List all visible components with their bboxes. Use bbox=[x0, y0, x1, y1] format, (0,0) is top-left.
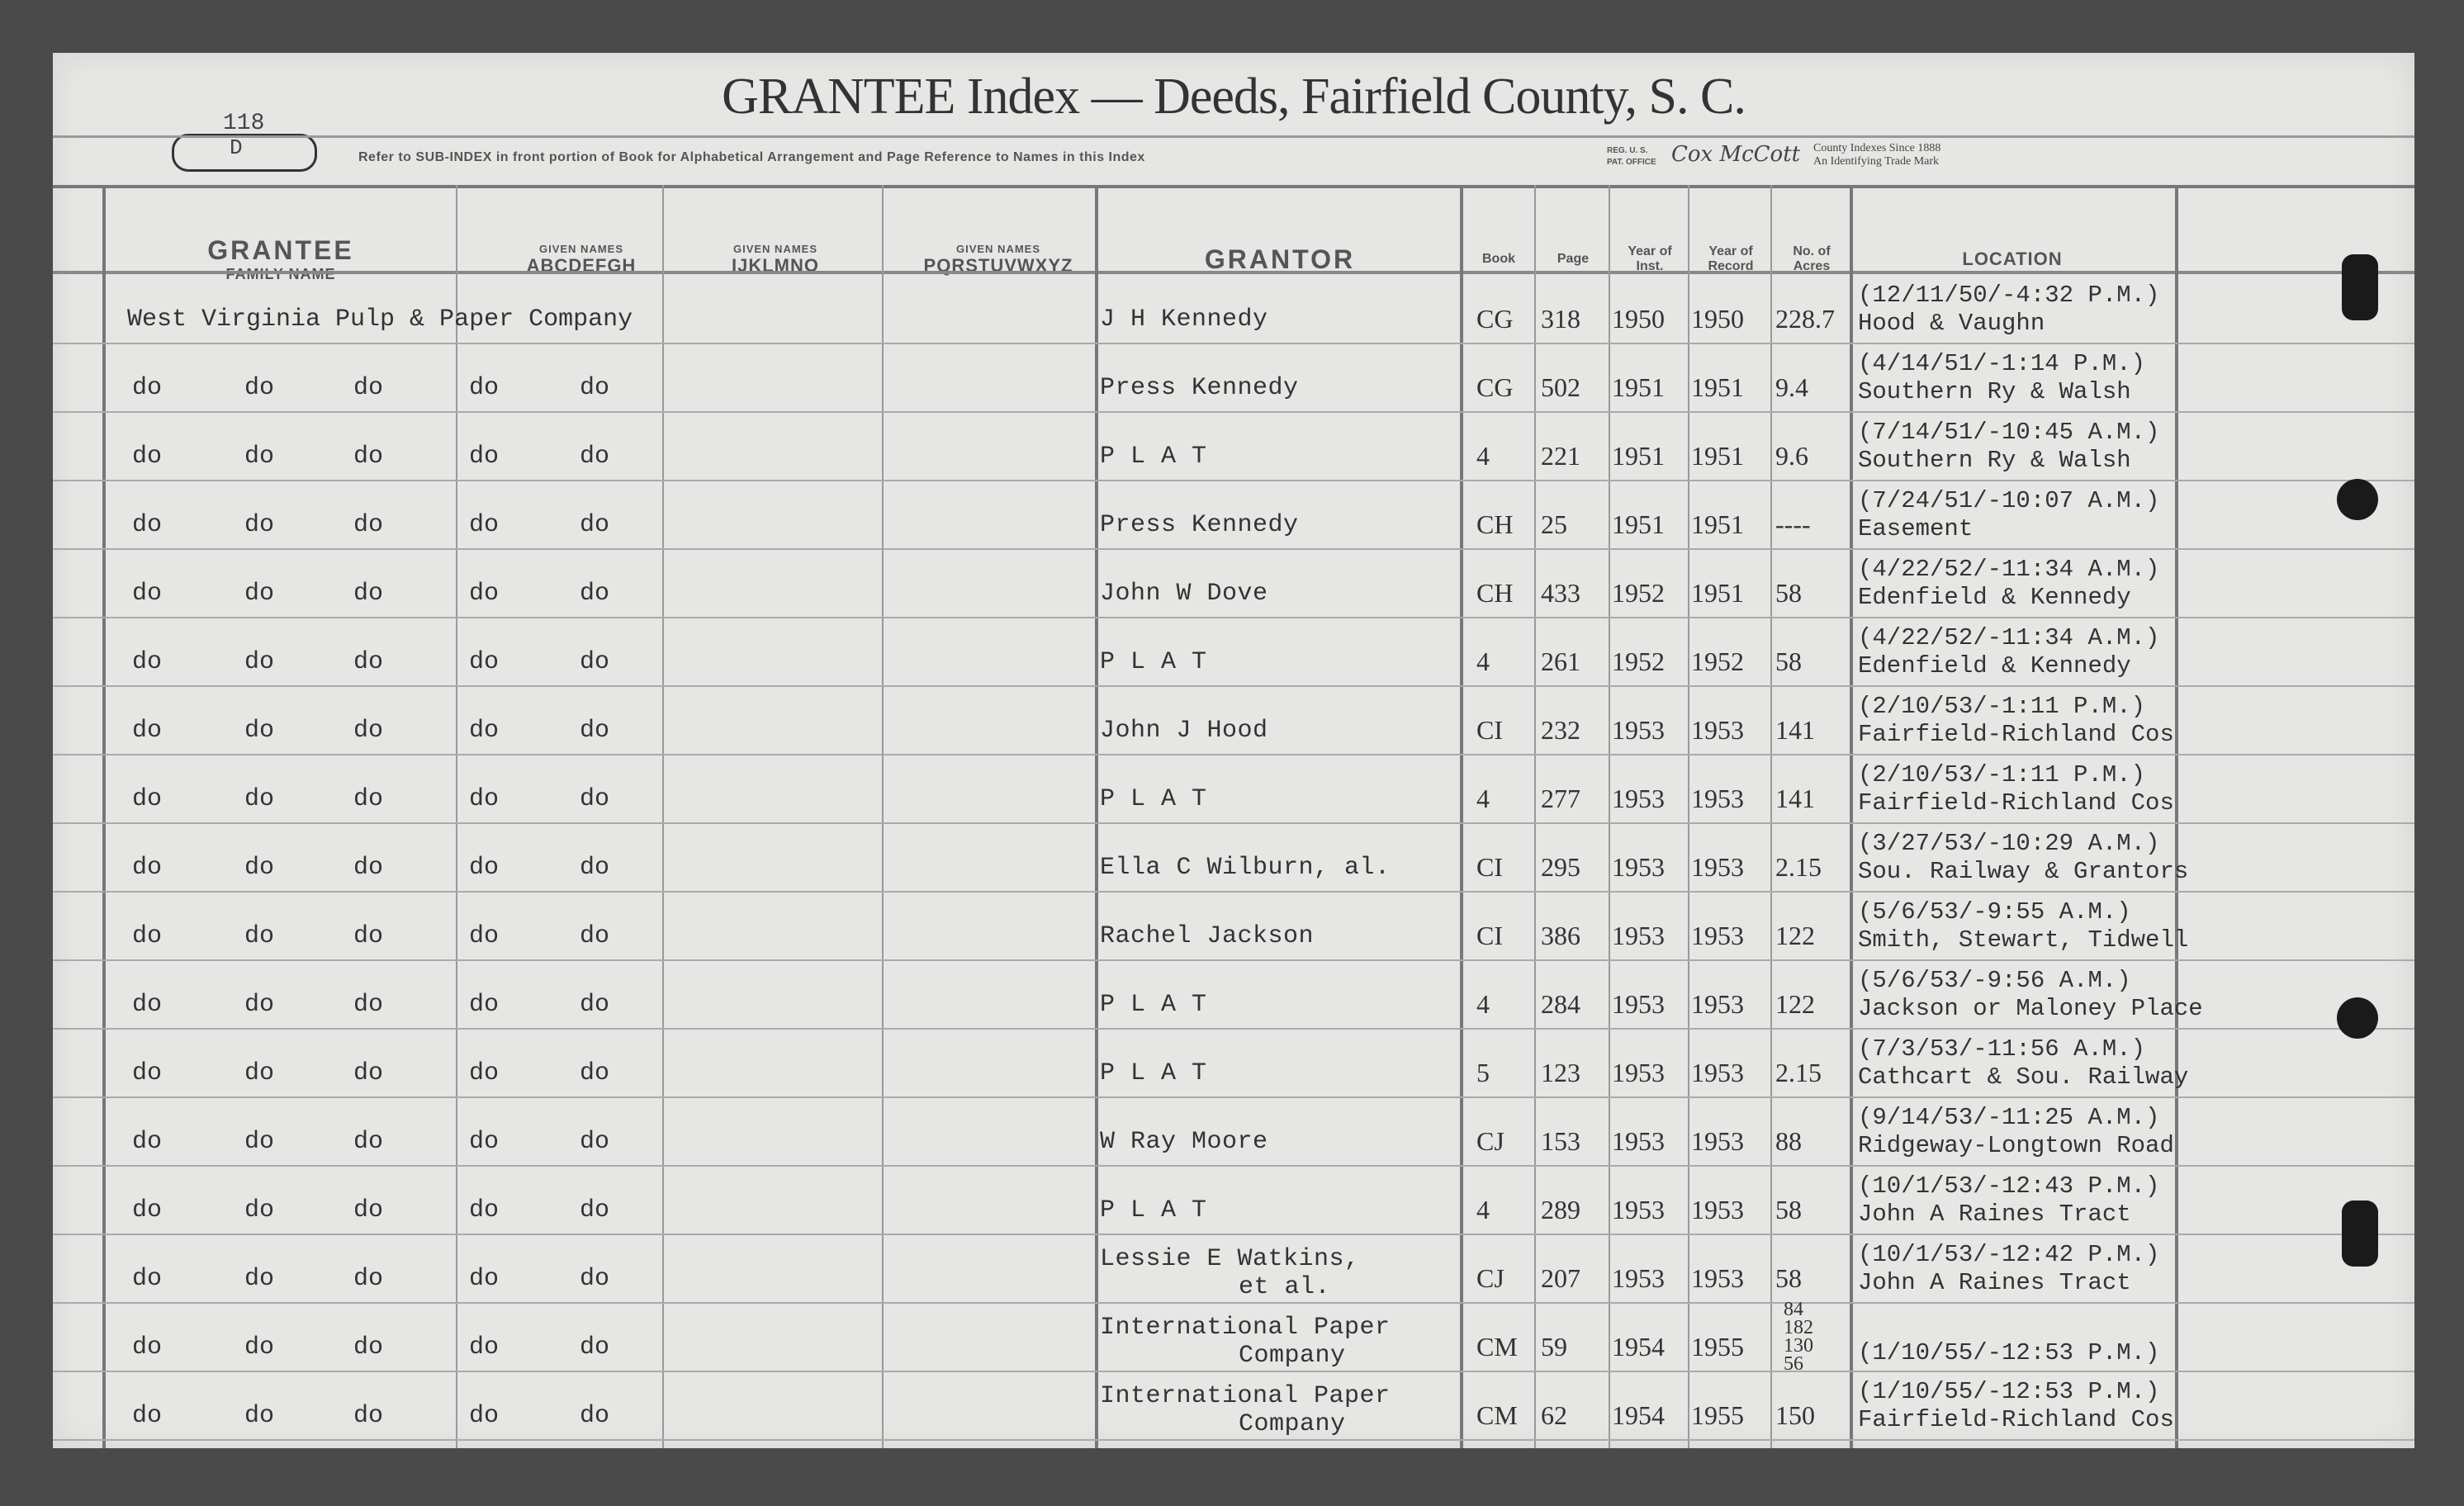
acres-cell: 58 bbox=[1775, 1263, 1802, 1293]
ditto-mark: do bbox=[353, 785, 384, 813]
year-rec-cell: 1953 bbox=[1691, 784, 1744, 813]
ditto-mark: do bbox=[469, 785, 500, 813]
ditto-mark: do bbox=[580, 1402, 610, 1430]
location-time: (2/10/53/-1:11 P.M.) bbox=[1858, 761, 2146, 789]
trademark-block bbox=[1607, 142, 2036, 175]
page-cell: 502 bbox=[1541, 372, 1580, 402]
grantor-name: P L A T bbox=[1100, 991, 1207, 1019]
year-inst-cell: 1951 bbox=[1612, 441, 1665, 471]
ditto-mark: do bbox=[353, 580, 384, 608]
ditto-mark: do bbox=[244, 991, 275, 1019]
grantor-name: John W Dove bbox=[1100, 580, 1268, 608]
year-inst-label-2: Inst. bbox=[1636, 259, 1664, 273]
ditto-mark: do bbox=[580, 511, 610, 539]
given-i-label: IJKLMNO bbox=[732, 254, 819, 276]
ditto-mark: do bbox=[132, 1128, 163, 1156]
acres-cell: 9.6 bbox=[1775, 441, 1808, 471]
row-rule bbox=[53, 959, 2414, 961]
sub-index-note: Refer to SUB-INDEX in front portion of Book for Alphabetical Arrangement and Page Reference to Names in this Index bbox=[358, 150, 1145, 164]
year-inst-cell: 1953 bbox=[1612, 989, 1665, 1019]
year-rec-cell: 1951 bbox=[1691, 509, 1744, 539]
ditto-mark: do bbox=[580, 785, 610, 813]
row-rule bbox=[53, 1234, 2414, 1235]
grantor-name: P L A T bbox=[1100, 1196, 1207, 1224]
book-cell: CH bbox=[1476, 578, 1514, 608]
page-cell: 232 bbox=[1541, 715, 1580, 745]
grantee-label: GRANTEE bbox=[207, 235, 354, 265]
binder-slot bbox=[2342, 254, 2378, 320]
ditto-mark: do bbox=[244, 1128, 275, 1156]
book-cell: 4 bbox=[1476, 989, 1490, 1019]
year-inst-cell: 1950 bbox=[1612, 304, 1665, 334]
year-rec-cell: 1955 bbox=[1691, 1400, 1744, 1430]
acres-label-1: No. of bbox=[1793, 244, 1831, 258]
year-rec-cell: 1951 bbox=[1691, 441, 1744, 471]
location-time: (4/22/52/-11:34 A.M.) bbox=[1858, 624, 2160, 651]
grantor-name: J H Kennedy bbox=[1100, 305, 1268, 334]
year-inst-cell: 1953 bbox=[1612, 852, 1665, 882]
location-time: (12/11/50/-4:32 P.M.) bbox=[1858, 282, 2160, 309]
row-rule bbox=[53, 1439, 2414, 1441]
page-cell: 386 bbox=[1541, 921, 1580, 950]
ditto-mark: do bbox=[132, 854, 163, 882]
table-top-rule bbox=[53, 185, 2414, 188]
year-rec-cell: 1950 bbox=[1691, 304, 1744, 334]
grantor-name: John J Hood bbox=[1100, 717, 1268, 745]
ditto-mark: do bbox=[132, 374, 163, 402]
ditto-mark: do bbox=[244, 443, 275, 471]
acres-cell: 141 bbox=[1775, 715, 1815, 745]
book-oval bbox=[172, 134, 317, 172]
binder-slot bbox=[2342, 1201, 2378, 1267]
year-rec-cell: 1953 bbox=[1691, 1126, 1744, 1156]
location-time: (1/10/55/-12:53 P.M.) bbox=[1858, 1378, 2160, 1405]
location-label: LOCATION bbox=[1962, 249, 2063, 269]
family-name-label: FAMILY NAME bbox=[225, 266, 336, 282]
given-names-label: GIVEN NAMES bbox=[732, 242, 817, 255]
location-place: Smith, Stewart, Tidwell bbox=[1858, 926, 2189, 954]
ditto-mark: do bbox=[244, 1402, 275, 1430]
trademark-pat-text: PAT. OFFICE bbox=[1607, 158, 1656, 167]
acres-cell: 58 bbox=[1775, 578, 1802, 608]
ditto-mark: do bbox=[244, 1059, 275, 1087]
column-rule bbox=[1850, 185, 1853, 1448]
grantor-name: P L A T bbox=[1100, 443, 1207, 471]
ditto-mark: do bbox=[580, 1059, 610, 1087]
acres-cell: 84 bbox=[1784, 1299, 1803, 1320]
year-rec-cell: 1953 bbox=[1691, 852, 1744, 882]
header-bottom-rule bbox=[53, 271, 2414, 274]
book-letter: D bbox=[230, 135, 243, 160]
row-rule bbox=[53, 1165, 2414, 1167]
acres-cell: 58 bbox=[1775, 646, 1802, 676]
row-rule bbox=[53, 1028, 2414, 1030]
book-cell: CG bbox=[1476, 372, 1514, 402]
ditto-mark: do bbox=[132, 1196, 163, 1224]
year-inst-cell: 1953 bbox=[1612, 715, 1665, 745]
ditto-mark: do bbox=[353, 1059, 384, 1087]
book-label: Book bbox=[1482, 252, 1515, 266]
book-cell: 5 bbox=[1476, 1058, 1490, 1087]
given-p-label: PQRSTUVWXYZ bbox=[923, 254, 1073, 276]
year-rec-cell: 1955 bbox=[1691, 1332, 1744, 1362]
page-cell: 318 bbox=[1541, 304, 1580, 334]
year-rec-cell: 1953 bbox=[1691, 921, 1744, 950]
ditto-mark: do bbox=[132, 580, 163, 608]
row-rule bbox=[53, 411, 2414, 413]
page-cell: 295 bbox=[1541, 852, 1580, 882]
book-cell: 4 bbox=[1476, 646, 1490, 676]
location-place: John A Raines Tract bbox=[1858, 1269, 2131, 1296]
acres-cell: ---- bbox=[1775, 509, 1811, 539]
column-rule bbox=[1460, 185, 1463, 1448]
row-rule bbox=[53, 891, 2414, 893]
location-time: (5/6/53/-9:56 A.M.) bbox=[1858, 967, 2131, 994]
location-place: John A Raines Tract bbox=[1858, 1201, 2131, 1228]
year-inst-cell: 1953 bbox=[1612, 784, 1665, 813]
grantor-label: GRANTOR bbox=[1204, 244, 1356, 274]
year-inst-cell: 1951 bbox=[1612, 509, 1665, 539]
location-time: (3/27/53/-10:29 A.M.) bbox=[1858, 830, 2160, 857]
ditto-mark: do bbox=[244, 648, 275, 676]
location-time: (4/14/51/-1:14 P.M.) bbox=[1858, 350, 2146, 377]
location-time: (1/10/55/-12:53 P.M.) bbox=[1858, 1339, 2160, 1366]
acres-cell: 122 bbox=[1775, 989, 1815, 1019]
ditto-mark: do bbox=[353, 1265, 384, 1293]
row-rule bbox=[53, 754, 2414, 755]
column-rule bbox=[1770, 185, 1772, 1448]
ditto-mark: do bbox=[469, 1059, 500, 1087]
ditto-mark: do bbox=[580, 1265, 610, 1293]
grantor-name: P L A T bbox=[1100, 648, 1207, 676]
page-cell: 207 bbox=[1541, 1263, 1580, 1293]
column-rule bbox=[662, 185, 664, 1448]
book-cell: CJ bbox=[1476, 1126, 1504, 1156]
row-rule bbox=[53, 548, 2414, 550]
column-rule bbox=[1609, 185, 1610, 1448]
header-rule bbox=[53, 135, 2414, 138]
ditto-mark: do bbox=[469, 717, 500, 745]
ditto-mark: do bbox=[244, 580, 275, 608]
ditto-mark: do bbox=[580, 991, 610, 1019]
book-cell: CI bbox=[1476, 715, 1503, 745]
location-place: Jackson or Maloney Place bbox=[1858, 995, 2203, 1022]
book-cell: CM bbox=[1476, 1400, 1518, 1430]
ditto-mark: do bbox=[469, 991, 500, 1019]
acres-cell: 58 bbox=[1775, 1195, 1802, 1224]
ditto-mark: do bbox=[353, 374, 384, 402]
ditto-mark: do bbox=[469, 1265, 500, 1293]
location-place: Edenfield & Kennedy bbox=[1858, 584, 2131, 611]
ditto-mark: do bbox=[353, 443, 384, 471]
ditto-mark: do bbox=[469, 1196, 500, 1224]
location-place: Fairfield-Richland Cos bbox=[1858, 721, 2174, 748]
page-cell: 284 bbox=[1541, 989, 1580, 1019]
year-inst-cell: 1953 bbox=[1612, 1058, 1665, 1087]
ditto-mark: do bbox=[469, 648, 500, 676]
ditto-mark: do bbox=[132, 717, 163, 745]
ditto-mark: do bbox=[353, 854, 384, 882]
ditto-mark: do bbox=[580, 1128, 610, 1156]
book-cell: 4 bbox=[1476, 784, 1490, 813]
ditto-mark: do bbox=[353, 922, 384, 950]
given-names-label: GIVEN NAMES bbox=[955, 242, 1040, 255]
location-time: (4/22/52/-11:34 A.M.) bbox=[1858, 556, 2160, 583]
page-cell: 25 bbox=[1541, 509, 1567, 539]
year-rec-cell: 1953 bbox=[1691, 1263, 1744, 1293]
ditto-mark: do bbox=[244, 785, 275, 813]
page-cell: 289 bbox=[1541, 1195, 1580, 1224]
page-cell: 277 bbox=[1541, 784, 1580, 813]
location-place: Cathcart & Sou. Railway bbox=[1858, 1063, 2189, 1091]
row-rule bbox=[53, 1096, 2414, 1098]
ditto-mark: do bbox=[580, 1196, 610, 1224]
trademark-signature: Cox McCott bbox=[1671, 142, 1801, 167]
ditto-mark: do bbox=[353, 511, 384, 539]
ditto-mark: do bbox=[244, 717, 275, 745]
ditto-mark: do bbox=[580, 648, 610, 676]
ditto-mark: do bbox=[132, 511, 163, 539]
location-place: Easement bbox=[1858, 515, 1974, 542]
ditto-mark: do bbox=[132, 1059, 163, 1087]
acres-cell: 182 bbox=[1784, 1317, 1813, 1338]
page-label: Page bbox=[1557, 252, 1590, 266]
page-cell: 123 bbox=[1541, 1058, 1580, 1087]
binder-hole bbox=[2337, 997, 2378, 1039]
location-place: Ridgeway-Longtown Road bbox=[1858, 1132, 2174, 1159]
book-cell: CI bbox=[1476, 921, 1503, 950]
row-rule bbox=[53, 480, 2414, 481]
book-cell: 4 bbox=[1476, 1195, 1490, 1224]
year-inst-cell: 1954 bbox=[1612, 1400, 1665, 1430]
column-rule bbox=[1534, 185, 1536, 1448]
column-rule bbox=[456, 185, 457, 1448]
ditto-mark: do bbox=[132, 648, 163, 676]
year-rec-cell: 1951 bbox=[1691, 578, 1744, 608]
location-time: (10/1/53/-12:42 P.M.) bbox=[1858, 1241, 2160, 1268]
ditto-mark: do bbox=[244, 511, 275, 539]
year-rec-cell: 1953 bbox=[1691, 715, 1744, 745]
ditto-mark: do bbox=[353, 648, 384, 676]
grantor-name: Ella C Wilburn, al. bbox=[1100, 854, 1391, 882]
ditto-mark: do bbox=[353, 1402, 384, 1430]
page-cell: 221 bbox=[1541, 441, 1580, 471]
ditto-mark: do bbox=[132, 922, 163, 950]
given-a-label: ABCDEFGH bbox=[526, 254, 637, 276]
location-time: (7/3/53/-11:56 A.M.) bbox=[1858, 1035, 2146, 1063]
grantor-name-cont: Company bbox=[1239, 1410, 1346, 1438]
ditto-mark: do bbox=[132, 1333, 163, 1362]
acres-cell: 122 bbox=[1775, 921, 1815, 950]
grantor-name: P L A T bbox=[1100, 785, 1207, 813]
year-inst-cell: 1951 bbox=[1612, 372, 1665, 402]
grantor-name-cont: Company bbox=[1239, 1342, 1346, 1370]
row-rule bbox=[53, 1302, 2414, 1304]
ditto-mark: do bbox=[469, 1402, 500, 1430]
book-cell: CG bbox=[1476, 304, 1514, 334]
index-card bbox=[53, 53, 2414, 1448]
page-cell: 62 bbox=[1541, 1400, 1567, 1430]
location-place: Southern Ry & Walsh bbox=[1858, 378, 2131, 405]
trademark-reg-text: REG. U. S. bbox=[1607, 146, 1648, 155]
given-names-i-header bbox=[664, 193, 887, 325]
ditto-mark: do bbox=[580, 854, 610, 882]
ditto-mark: do bbox=[244, 1265, 275, 1293]
ditto-mark: do bbox=[469, 854, 500, 882]
year-rec-cell: 1953 bbox=[1691, 1195, 1744, 1224]
page-cell: 261 bbox=[1541, 646, 1580, 676]
given-names-p-header bbox=[887, 193, 1110, 325]
ditto-mark: do bbox=[469, 922, 500, 950]
row-rule bbox=[53, 822, 2414, 824]
ditto-mark: do bbox=[132, 785, 163, 813]
grantor-name: Lessie E Watkins, bbox=[1100, 1245, 1360, 1273]
acres-cell: 88 bbox=[1775, 1126, 1802, 1156]
book-cell: CM bbox=[1476, 1332, 1518, 1362]
book-cell: CJ bbox=[1476, 1263, 1504, 1293]
given-names-label: GIVEN NAMES bbox=[538, 242, 623, 255]
acres-cell: 141 bbox=[1775, 784, 1815, 813]
row-rule bbox=[53, 617, 2414, 618]
page-title: GRANTEE Index — Deeds, Fairfield County, S. C. bbox=[722, 69, 1746, 125]
book-reference bbox=[172, 111, 320, 175]
page-cell: 59 bbox=[1541, 1332, 1567, 1362]
ditto-mark: do bbox=[244, 1196, 275, 1224]
grantor-name: W Ray Moore bbox=[1100, 1128, 1268, 1156]
year-inst-cell: 1953 bbox=[1612, 921, 1665, 950]
ditto-mark: do bbox=[580, 1333, 610, 1362]
ditto-mark: do bbox=[580, 443, 610, 471]
ditto-mark: do bbox=[469, 580, 500, 608]
ditto-mark: do bbox=[580, 922, 610, 950]
ditto-mark: do bbox=[132, 443, 163, 471]
column-rule bbox=[2175, 185, 2178, 1448]
trademark-since-text: County Indexes Since 1888 bbox=[1813, 142, 1941, 154]
location-time: (9/14/53/-11:25 A.M.) bbox=[1858, 1104, 2160, 1131]
book-cell: 4 bbox=[1476, 441, 1490, 471]
ditto-mark: do bbox=[244, 854, 275, 882]
grantor-name: International Paper bbox=[1100, 1314, 1391, 1342]
column-rule bbox=[1688, 185, 1689, 1448]
acres-label-2: Acres bbox=[1793, 259, 1831, 273]
ditto-mark: do bbox=[132, 1402, 163, 1430]
location-place: Southern Ry & Walsh bbox=[1858, 447, 2131, 474]
location-place: Hood & Vaughn bbox=[1858, 310, 2045, 337]
ditto-mark: do bbox=[353, 717, 384, 745]
acres-cell: 2.15 bbox=[1775, 1058, 1822, 1087]
row-rule bbox=[53, 685, 2414, 687]
book-cell: CI bbox=[1476, 852, 1503, 882]
year-rec-cell: 1951 bbox=[1691, 372, 1744, 402]
page-cell: 153 bbox=[1541, 1126, 1580, 1156]
trademark-mark-text: An Identifying Trade Mark bbox=[1813, 155, 1940, 168]
ditto-mark: do bbox=[580, 717, 610, 745]
ditto-mark: do bbox=[244, 374, 275, 402]
grantee-name: West Virginia Pulp & Paper Company bbox=[127, 305, 633, 334]
ditto-mark: do bbox=[580, 374, 610, 402]
ditto-mark: do bbox=[353, 1333, 384, 1362]
year-rec-label-2: Record bbox=[1708, 259, 1754, 273]
year-inst-cell: 1952 bbox=[1612, 578, 1665, 608]
row-rule bbox=[53, 343, 2414, 344]
year-rec-cell: 1952 bbox=[1691, 646, 1744, 676]
ditto-mark: do bbox=[353, 991, 384, 1019]
year-inst-cell: 1953 bbox=[1612, 1126, 1665, 1156]
ditto-mark: do bbox=[353, 1128, 384, 1156]
year-inst-cell: 1952 bbox=[1612, 646, 1665, 676]
row-rule bbox=[53, 1371, 2414, 1372]
year-rec-cell: 1953 bbox=[1691, 1058, 1744, 1087]
year-inst-cell: 1954 bbox=[1612, 1332, 1665, 1362]
ditto-mark: do bbox=[132, 991, 163, 1019]
grantor-name: Press Kennedy bbox=[1100, 511, 1299, 539]
year-rec-label-1: Year of bbox=[1708, 244, 1753, 258]
acres-cell: 56 bbox=[1784, 1353, 1803, 1375]
ditto-mark: do bbox=[244, 1333, 275, 1362]
trademark-since bbox=[1813, 142, 1940, 168]
year-rec-cell: 1953 bbox=[1691, 989, 1744, 1019]
grantor-name: International Paper bbox=[1100, 1382, 1391, 1410]
acres-cell: 130 bbox=[1784, 1335, 1813, 1357]
location-time: (7/24/51/-10:07 A.M.) bbox=[1858, 487, 2160, 514]
ditto-mark: do bbox=[469, 511, 500, 539]
location-place: Sou. Railway & Grantors bbox=[1858, 858, 2189, 885]
column-rule bbox=[1095, 185, 1098, 1448]
location-time: (5/6/53/-9:55 A.M.) bbox=[1858, 898, 2131, 926]
ditto-mark: do bbox=[469, 1333, 500, 1362]
location-place: Edenfield & Kennedy bbox=[1858, 652, 2131, 680]
location-place: Fairfield-Richland Cos bbox=[1858, 789, 2174, 817]
year-inst-cell: 1953 bbox=[1612, 1263, 1665, 1293]
ditto-mark: do bbox=[132, 1265, 163, 1293]
grantor-name: Press Kennedy bbox=[1100, 374, 1299, 402]
grantor-name: P L A T bbox=[1100, 1059, 1207, 1087]
ditto-mark: do bbox=[469, 1128, 500, 1156]
grantor-name: Rachel Jackson bbox=[1100, 922, 1315, 950]
column-rule bbox=[882, 185, 884, 1448]
location-place: Fairfield-Richland Cos bbox=[1858, 1406, 2174, 1433]
acres-cell: 150 bbox=[1775, 1400, 1815, 1430]
year-inst-cell: 1953 bbox=[1612, 1195, 1665, 1224]
ditto-mark: do bbox=[580, 580, 610, 608]
book-number: 118 bbox=[223, 111, 265, 136]
ditto-mark: do bbox=[469, 374, 500, 402]
trademark-reg bbox=[1607, 145, 1656, 168]
binder-hole bbox=[2337, 479, 2378, 520]
book-cell: CH bbox=[1476, 509, 1514, 539]
grantor-name-cont: et al. bbox=[1239, 1273, 1331, 1301]
acres-cell: 2.15 bbox=[1775, 852, 1822, 882]
ditto-mark: do bbox=[353, 1196, 384, 1224]
ditto-mark: do bbox=[244, 922, 275, 950]
location-time: (2/10/53/-1:11 P.M.) bbox=[1858, 693, 2146, 720]
acres-cell: 9.4 bbox=[1775, 372, 1808, 402]
page-cell: 433 bbox=[1541, 578, 1580, 608]
ditto-mark: do bbox=[469, 443, 500, 471]
year-inst-label-1: Year of bbox=[1628, 244, 1672, 258]
acres-cell: 228.7 bbox=[1775, 304, 1835, 334]
column-rule bbox=[102, 185, 106, 1448]
location-time: (7/14/51/-10:45 A.M.) bbox=[1858, 419, 2160, 446]
location-time: (10/1/53/-12:43 P.M.) bbox=[1858, 1172, 2160, 1200]
